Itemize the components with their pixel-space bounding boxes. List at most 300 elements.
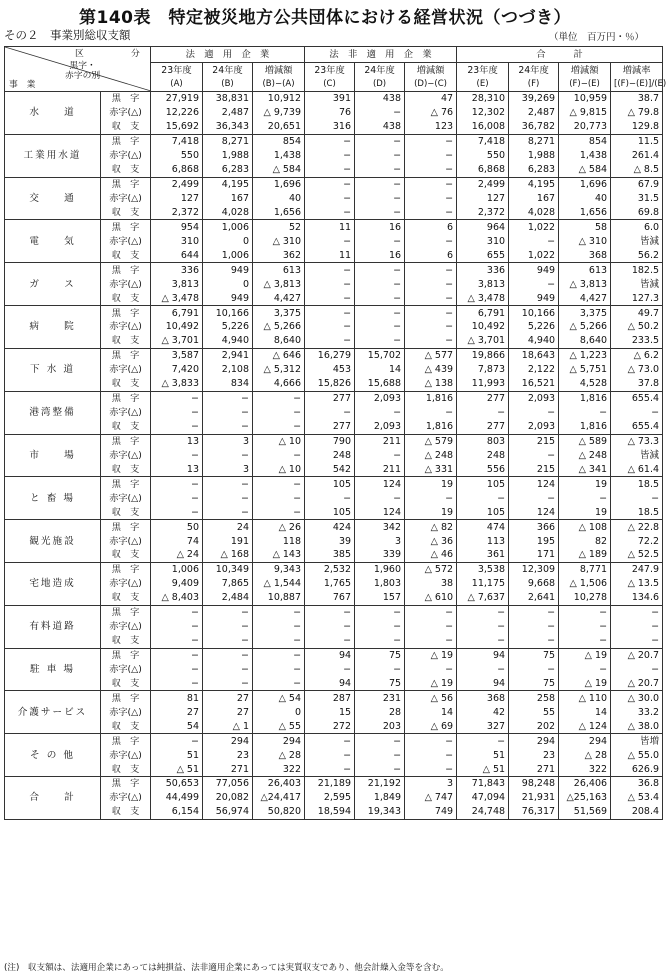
table-cell: − (355, 320, 405, 334)
table-cell: 36.8 (611, 777, 663, 791)
table-cell: 18,594 (305, 805, 355, 819)
table-cell: 790 (305, 434, 355, 448)
table-cell: 294 (203, 734, 253, 748)
table-cell: 55 (509, 705, 559, 719)
table-cell: − (305, 163, 355, 177)
row-type-label: 収 支 (101, 377, 151, 391)
table-cell: 10,492 (457, 320, 509, 334)
table-cell: 3 (203, 462, 253, 476)
row-type-label: 赤字(△) (101, 448, 151, 462)
table-cell: △ 747 (405, 791, 457, 805)
table-cell: − (457, 734, 509, 748)
table-cell: 233.5 (611, 334, 663, 348)
table-cell: − (203, 634, 253, 648)
col-header-sub: (E) (457, 78, 509, 92)
category-name: 電 気 (5, 220, 101, 263)
table-cell: △ 138 (405, 377, 457, 391)
table-cell: − (305, 206, 355, 220)
table-cell: 23 (509, 748, 559, 762)
table-cell: 15 (305, 705, 355, 719)
table-row (5, 620, 663, 634)
table-cell: 438 (355, 92, 405, 106)
table-cell: 1,960 (355, 562, 405, 576)
group-total: 合 計 (457, 47, 663, 63)
table-cell: 834 (203, 377, 253, 391)
table-cell: 12,226 (151, 106, 203, 120)
table-cell: 749 (405, 805, 457, 819)
table-cell: 皆減 (611, 448, 663, 462)
table-row (5, 163, 663, 177)
table-cell: 6 (405, 248, 457, 262)
table-cell: 76,317 (509, 805, 559, 819)
table-cell: 81 (151, 691, 203, 705)
table-cell: 16,008 (457, 120, 509, 134)
table-row (5, 120, 663, 134)
table-cell: − (355, 663, 405, 677)
table-cell: △ 610 (405, 591, 457, 605)
row-type-label: 収 支 (101, 291, 151, 305)
table-cell: 368 (559, 248, 611, 262)
table-cell: △ 19 (405, 676, 457, 690)
table-cell: − (355, 406, 405, 420)
table-cell: 271 (203, 762, 253, 776)
col-header-label: 24年度 (355, 63, 405, 79)
table-cell: − (405, 605, 457, 619)
table-cell: − (305, 334, 355, 348)
table-row (5, 663, 663, 677)
table-cell: △ 51 (151, 762, 203, 776)
table-row (5, 92, 663, 106)
table-cell: 40 (253, 192, 305, 206)
table-cell: 7,865 (203, 577, 253, 591)
row-type-label: 黒 字 (101, 562, 151, 576)
table-cell: △24,417 (253, 791, 305, 805)
table-cell: − (305, 234, 355, 248)
table-cell: − (355, 448, 405, 462)
table-cell: △ 82 (405, 520, 457, 534)
row-type-label: 黒 字 (101, 520, 151, 534)
table-cell: 7,420 (151, 363, 203, 377)
table-cell: 3,538 (457, 562, 509, 576)
table-cell: − (355, 106, 405, 120)
table-cell: △ 189 (559, 548, 611, 562)
table-cell: 277 (457, 420, 509, 434)
table-row (5, 505, 663, 519)
category-name: 病 院 (5, 306, 101, 349)
table-cell: − (253, 620, 305, 634)
table-cell: 82 (559, 534, 611, 548)
table-cell: △ 6.2 (611, 348, 663, 362)
table-cell: 10,166 (203, 306, 253, 320)
table-cell: 261.4 (611, 149, 663, 163)
table-cell: 211 (355, 434, 405, 448)
col-header-sub: [(F)−(E)]/(E) (611, 78, 663, 92)
table-row (5, 206, 663, 220)
table-cell: 33.2 (611, 705, 663, 719)
table-cell: 4,195 (509, 177, 559, 191)
table-cell: 2,532 (305, 562, 355, 576)
table-cell: 1,656 (253, 206, 305, 220)
table-cell: − (355, 163, 405, 177)
table-cell: − (203, 620, 253, 634)
table-cell: 1,816 (405, 420, 457, 434)
table-cell: 424 (305, 520, 355, 534)
table-row (5, 420, 663, 434)
row-type-label: 収 支 (101, 505, 151, 519)
table-cell: − (203, 420, 253, 434)
table-cell: 203 (355, 719, 405, 733)
table-cell: △ 5,266 (253, 320, 305, 334)
table-cell: − (253, 605, 305, 619)
table-cell: 2,499 (151, 177, 203, 191)
table-cell: 4,028 (509, 206, 559, 220)
table-cell: △ 3,833 (151, 377, 203, 391)
category-name: 下 水 道 (5, 348, 101, 391)
table-cell: − (355, 234, 405, 248)
table-cell: 105 (305, 477, 355, 491)
table-cell: 39,269 (509, 92, 559, 106)
table-cell: 277 (305, 420, 355, 434)
table-cell: − (151, 648, 203, 662)
row-type-label: 収 支 (101, 334, 151, 348)
table-cell: − (509, 620, 559, 634)
table-cell: − (305, 192, 355, 206)
table-cell: △ 13.5 (611, 577, 663, 591)
table-cell: − (151, 391, 203, 405)
table-row (5, 377, 663, 391)
table-cell: △ 54 (253, 691, 305, 705)
table-cell: − (305, 149, 355, 163)
header-jigyo: 事 業 (9, 80, 36, 90)
table-cell: 171 (509, 548, 559, 562)
table-cell: △ 36 (405, 534, 457, 548)
table-cell: △ 3,478 (151, 291, 203, 305)
table-cell: 16 (355, 220, 405, 234)
table-cell: 0 (253, 705, 305, 719)
table-cell: 2,093 (355, 420, 405, 434)
table-cell: 767 (305, 591, 355, 605)
table-cell: 94 (305, 648, 355, 662)
table-cell: △ 110 (559, 691, 611, 705)
table-cell: 550 (457, 149, 509, 163)
table-cell: △ 73.3 (611, 434, 663, 448)
table-cell: 7,873 (457, 363, 509, 377)
table-cell: 76 (305, 106, 355, 120)
table-cell: △ 20.7 (611, 676, 663, 690)
table-cell: 6,283 (509, 163, 559, 177)
table-cell: 803 (457, 434, 509, 448)
table-row (5, 406, 663, 420)
table-cell: 15,826 (305, 377, 355, 391)
table-cell: 2,093 (355, 391, 405, 405)
col-header-label: 増減額 (253, 63, 305, 79)
table-row (5, 263, 663, 277)
table-cell: − (509, 406, 559, 420)
table-cell: 10,959 (559, 92, 611, 106)
table-cell: − (355, 762, 405, 776)
row-type-label: 赤字(△) (101, 577, 151, 591)
category-name: 交 通 (5, 177, 101, 220)
table-cell: 3 (355, 534, 405, 548)
section-subtitle: その２ 事業別総収支額 (4, 28, 131, 42)
table-cell: 28 (355, 705, 405, 719)
table-cell: 322 (253, 762, 305, 776)
table-cell: 613 (559, 263, 611, 277)
table-cell: 11,175 (457, 577, 509, 591)
table-cell: − (305, 748, 355, 762)
table-cell: △ 38.0 (611, 719, 663, 733)
table-row (5, 691, 663, 705)
table-cell: 277 (305, 391, 355, 405)
table-cell: △ 22.8 (611, 520, 663, 534)
table-cell: − (253, 634, 305, 648)
table-cell: 854 (559, 134, 611, 148)
table-cell: △ 3,701 (457, 334, 509, 348)
row-type-label: 赤字(△) (101, 277, 151, 291)
table-cell: 1,022 (509, 248, 559, 262)
table-cell: 123 (405, 120, 457, 134)
header-kuroaka: 黒字・ 赤字の別 (65, 61, 101, 81)
table-cell: 19 (405, 505, 457, 519)
table-cell: − (355, 134, 405, 148)
table-cell: 23 (203, 748, 253, 762)
table-row (5, 577, 663, 591)
table-cell: 94 (457, 648, 509, 662)
table-cell: 51 (151, 748, 203, 762)
table-cell: 294 (509, 734, 559, 748)
table-cell: 316 (305, 120, 355, 134)
table-cell: 2,487 (509, 106, 559, 120)
table-cell: − (305, 734, 355, 748)
table-cell: 322 (559, 762, 611, 776)
table-cell: △ 55 (253, 719, 305, 733)
table-cell: 208.4 (611, 805, 663, 819)
table-cell: 6 (405, 220, 457, 234)
row-type-label: 黒 字 (101, 92, 151, 106)
category-name: 宅地造成 (5, 562, 101, 605)
table-cell: 2,595 (305, 791, 355, 805)
table-cell: △ 24 (151, 548, 203, 562)
table-cell: 124 (509, 477, 559, 491)
category-name: 港湾整備 (5, 391, 101, 434)
table-cell: △ 51 (457, 762, 509, 776)
table-cell: − (405, 163, 457, 177)
table-cell: − (509, 448, 559, 462)
table-cell: 4,028 (203, 206, 253, 220)
table-cell: − (355, 748, 405, 762)
table-cell: 14 (355, 363, 405, 377)
table-cell: − (405, 734, 457, 748)
table-row (5, 448, 663, 462)
row-type-label: 収 支 (101, 420, 151, 434)
table-row (5, 462, 663, 476)
table-cell: 215 (509, 434, 559, 448)
row-type-label: 収 支 (101, 676, 151, 690)
table-cell: 6,868 (457, 163, 509, 177)
table-cell: 20,651 (253, 120, 305, 134)
table-cell: − (405, 149, 457, 163)
table-cell: △ 108 (559, 520, 611, 534)
table-cell: △ 168 (203, 548, 253, 562)
table-cell: 1,006 (203, 220, 253, 234)
table-cell: △ 10 (253, 462, 305, 476)
table-cell: − (405, 306, 457, 320)
table-row (5, 248, 663, 262)
table-cell: 20,773 (559, 120, 611, 134)
table-cell: 15,692 (151, 120, 203, 134)
table-cell: − (405, 263, 457, 277)
row-type-label: 赤字(△) (101, 491, 151, 505)
table-cell: 655.4 (611, 391, 663, 405)
table-cell: − (457, 491, 509, 505)
table-cell: 211 (355, 462, 405, 476)
table-cell: 182.5 (611, 263, 663, 277)
category-name: 市 場 (5, 434, 101, 477)
table-cell: △ 310 (559, 234, 611, 248)
col-header-sub: (F)−(E) (559, 78, 611, 92)
table-cell: 10,166 (509, 306, 559, 320)
table-cell: 1,849 (355, 791, 405, 805)
table-cell: △ 124 (559, 719, 611, 733)
table-cell: 31.5 (611, 192, 663, 206)
table-row (5, 177, 663, 191)
table-cell: 21,931 (509, 791, 559, 805)
table-row (5, 291, 663, 305)
table-row (5, 134, 663, 148)
col-header-label: 増減額 (559, 63, 611, 79)
table-cell: 16 (355, 248, 405, 262)
table-cell: 453 (305, 363, 355, 377)
table-cell: 58 (559, 220, 611, 234)
table-cell: − (405, 762, 457, 776)
table-cell: − (253, 505, 305, 519)
table-cell: − (405, 177, 457, 191)
table-cell: 3 (405, 777, 457, 791)
table-row (5, 734, 663, 748)
table-cell: 39 (305, 534, 355, 548)
table-cell: 4,195 (203, 177, 253, 191)
table-cell: − (611, 491, 663, 505)
table-cell: 21,192 (355, 777, 405, 791)
table-cell: △ 584 (253, 163, 305, 177)
category-name: 有料道路 (5, 605, 101, 648)
table-cell: 5,226 (203, 320, 253, 334)
row-type-label: 赤字(△) (101, 406, 151, 420)
table-row (5, 634, 663, 648)
table-cell: 6,791 (457, 306, 509, 320)
table-cell: 3,587 (151, 348, 203, 362)
table-cell: 1,656 (559, 206, 611, 220)
table-cell: − (151, 491, 203, 505)
col-header-label: 23年度 (457, 63, 509, 79)
table-cell: − (253, 391, 305, 405)
table-cell: 21,189 (305, 777, 355, 791)
table-row (5, 363, 663, 377)
table-cell: 19 (405, 477, 457, 491)
category-name: 工業用水道 (5, 134, 101, 177)
table-cell: 195 (509, 534, 559, 548)
row-type-label: 黒 字 (101, 177, 151, 191)
table-cell: − (405, 291, 457, 305)
row-type-label: 収 支 (101, 462, 151, 476)
row-type-label: 収 支 (101, 805, 151, 819)
table-cell: △ 584 (559, 163, 611, 177)
col-header-label: 23年度 (305, 63, 355, 79)
table-cell: 258 (509, 691, 559, 705)
table-cell: 51 (457, 748, 509, 762)
table-cell: 94 (305, 676, 355, 690)
table-cell: 13 (151, 462, 203, 476)
table-cell: △ 1,544 (253, 577, 305, 591)
table-cell: − (305, 291, 355, 305)
table-cell: − (509, 491, 559, 505)
row-type-label: 赤字(△) (101, 791, 151, 805)
table-cell: 127.3 (611, 291, 663, 305)
table-row (5, 192, 663, 206)
table-cell: 6,868 (151, 163, 203, 177)
category-name: 観光施設 (5, 520, 101, 563)
row-type-label: 黒 字 (101, 391, 151, 405)
table-cell: − (405, 663, 457, 677)
table-cell: △ 3,478 (457, 291, 509, 305)
table-cell: △ 5,312 (253, 363, 305, 377)
table-cell: △ 73.0 (611, 363, 663, 377)
table-cell: 949 (203, 291, 253, 305)
table-cell: △ 439 (405, 363, 457, 377)
table-cell: − (509, 277, 559, 291)
row-type-label: 収 支 (101, 548, 151, 562)
table-cell: 24,748 (457, 805, 509, 819)
table-cell: △ 52.5 (611, 548, 663, 562)
table-cell: 8,771 (559, 562, 611, 576)
table-cell: 42 (457, 705, 509, 719)
table-cell: 15,702 (355, 348, 405, 362)
table-cell: 0 (203, 234, 253, 248)
table-row (5, 605, 663, 619)
table-cell: − (305, 663, 355, 677)
table-cell: 54 (151, 719, 203, 733)
table-cell: 11 (305, 248, 355, 262)
row-type-label: 収 支 (101, 206, 151, 220)
table-cell: − (611, 406, 663, 420)
table-row (5, 306, 663, 320)
table-cell: − (151, 676, 203, 690)
row-type-label: 黒 字 (101, 477, 151, 491)
table-cell: 3,813 (151, 277, 203, 291)
table-cell: − (355, 177, 405, 191)
table-cell: 10,912 (253, 92, 305, 106)
table-cell: 75 (509, 676, 559, 690)
table-row (5, 106, 663, 120)
table-cell: △ 10 (253, 434, 305, 448)
table-cell: △ 55.0 (611, 748, 663, 762)
table-row (5, 334, 663, 348)
row-type-label: 黒 字 (101, 605, 151, 619)
col-header-sub: (D)−(C) (405, 78, 457, 92)
table-cell: − (611, 605, 663, 619)
table-cell: 69.8 (611, 206, 663, 220)
table-cell: − (253, 491, 305, 505)
table-cell: − (509, 234, 559, 248)
table-cell: 11.5 (611, 134, 663, 148)
table-cell: 36,343 (203, 120, 253, 134)
table-row (5, 434, 663, 448)
table-cell: △ 46 (405, 548, 457, 562)
table-cell: △ 579 (405, 434, 457, 448)
table-cell: − (559, 406, 611, 420)
table-cell: 247.9 (611, 562, 663, 576)
table-row (5, 562, 663, 576)
